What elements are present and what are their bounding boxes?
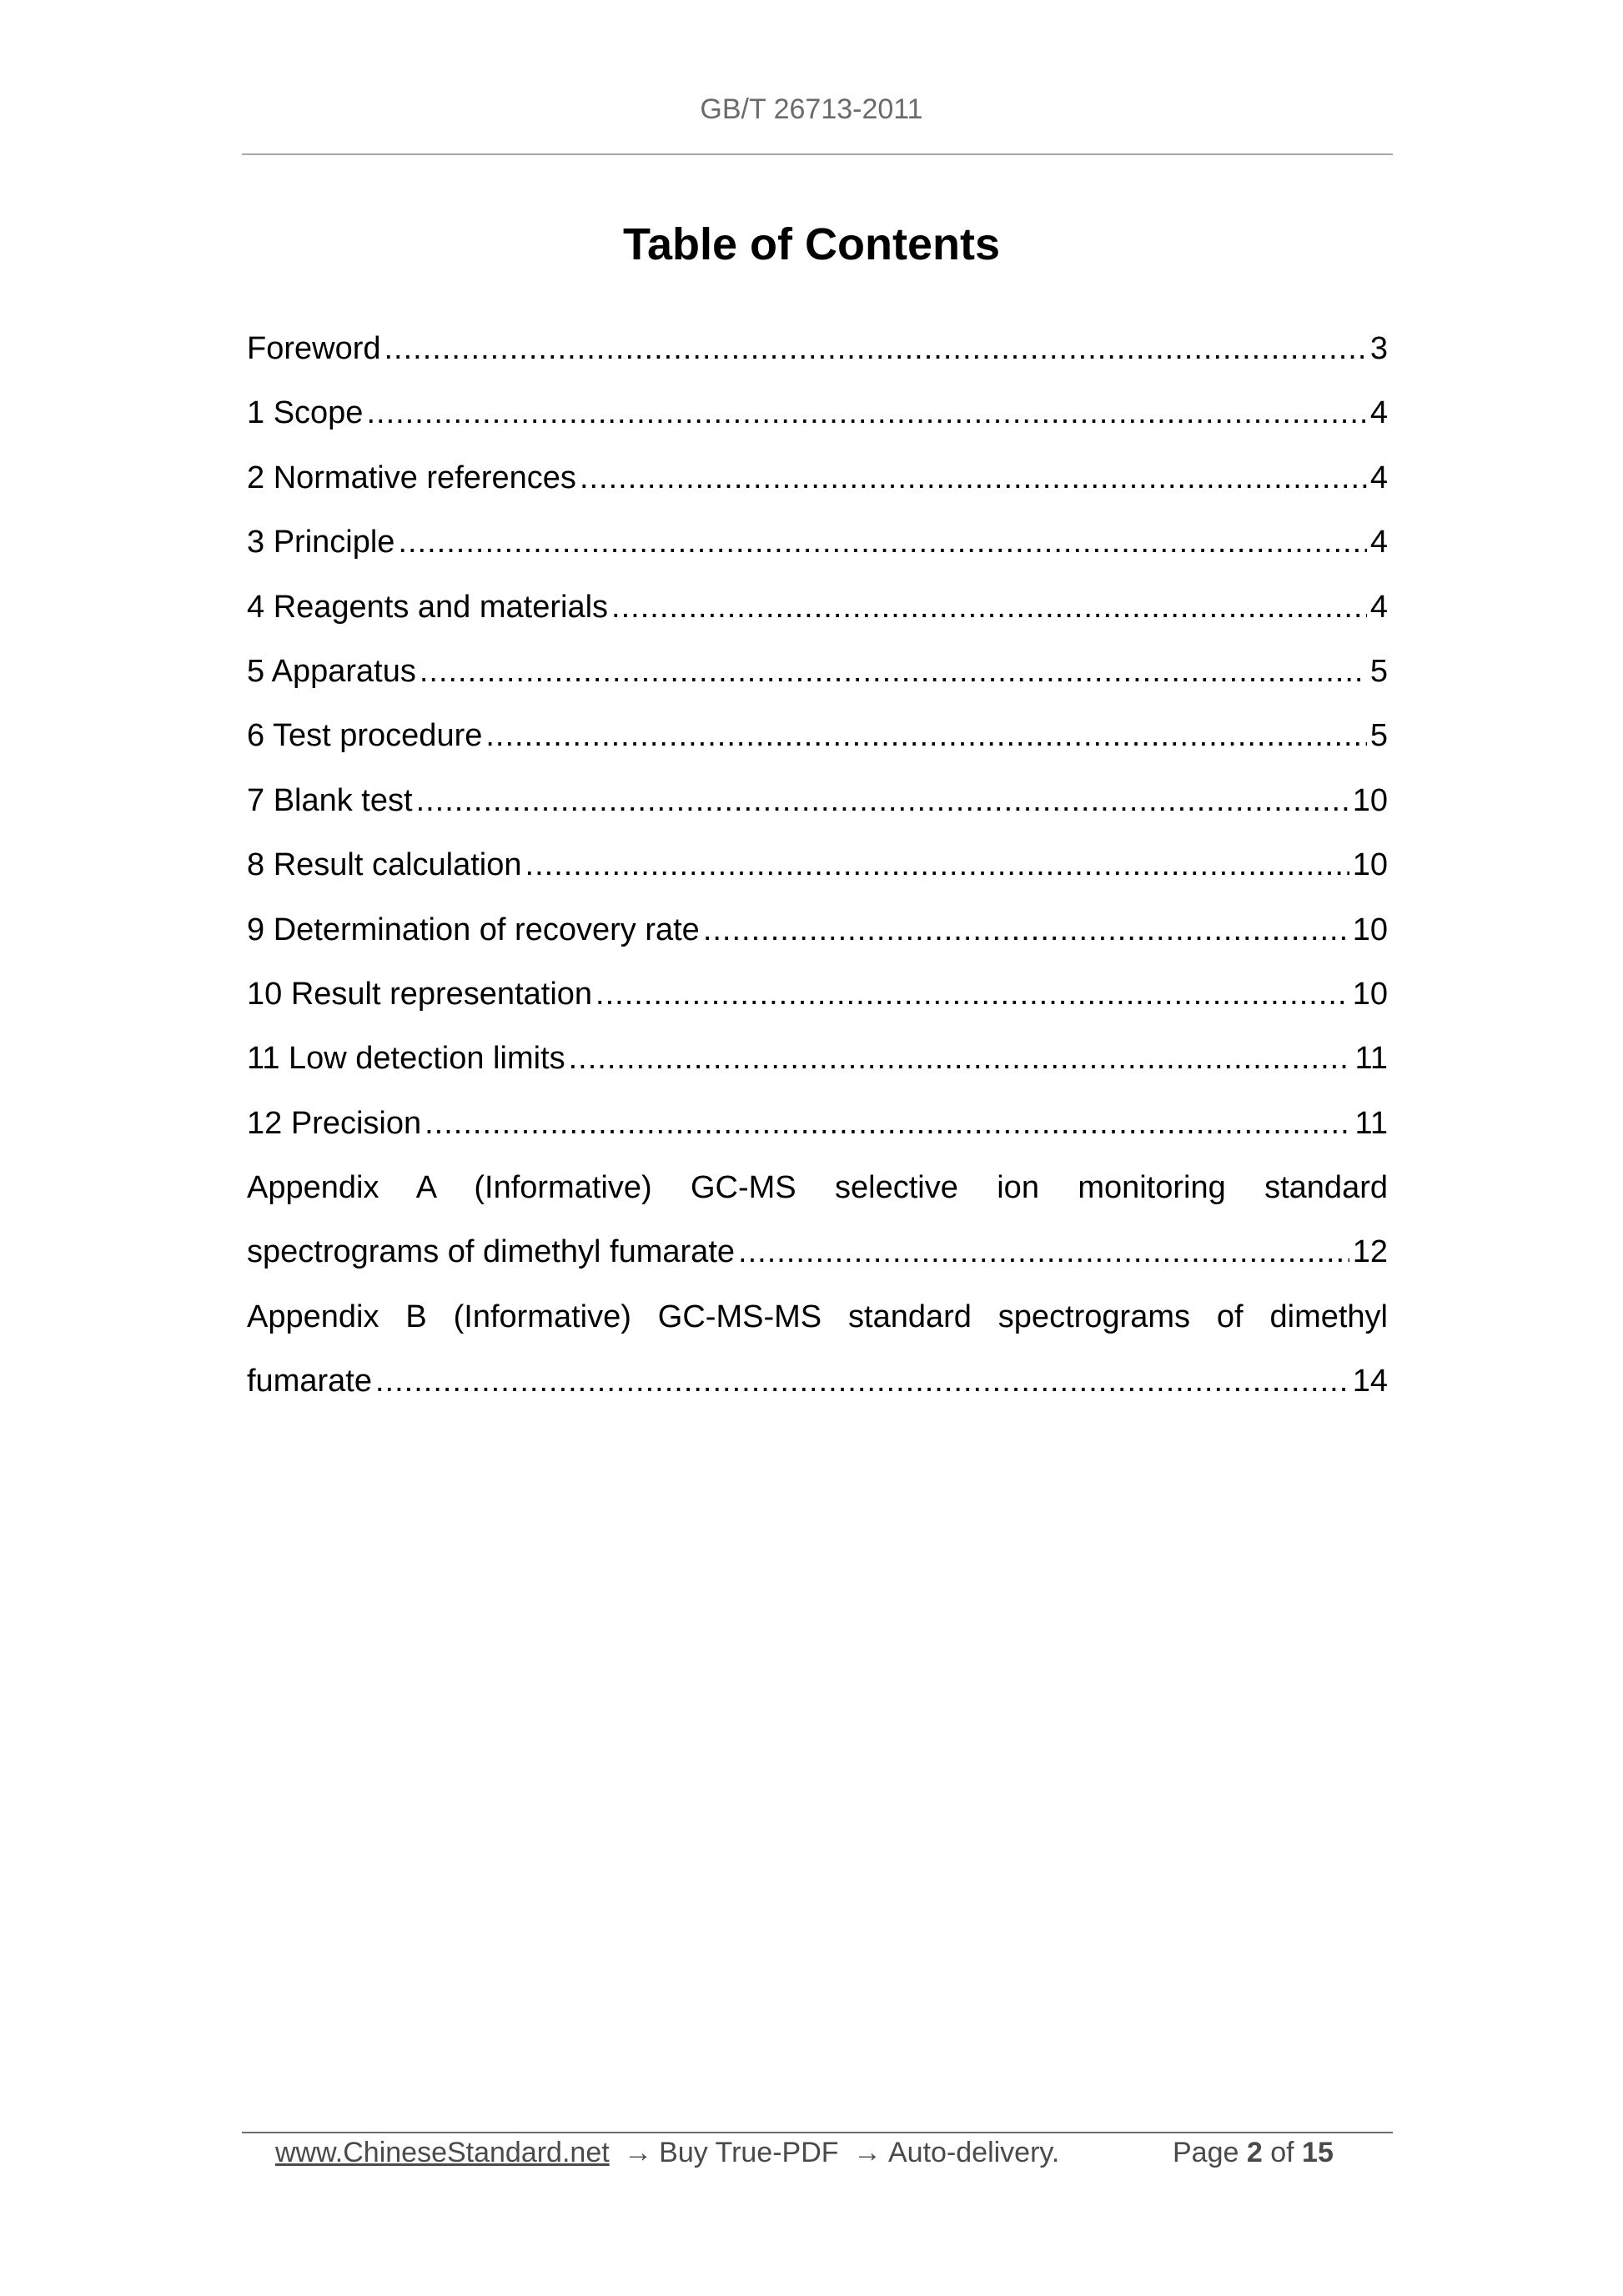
toc-entry-label: 5 Apparatus: [247, 653, 416, 689]
dot-leader: [611, 575, 1367, 640]
header-divider: [242, 153, 1393, 155]
toc-entry-label: 8 Result calculation: [247, 847, 522, 883]
toc-entry-page: 14: [1352, 1364, 1388, 1399]
dot-leader: [525, 833, 1349, 897]
toc-entry-recovery-rate[interactable]: [247, 898, 1388, 962]
dot-leader: [416, 769, 1349, 833]
toc-entry-appendix-a[interactable]: [247, 1156, 1388, 1285]
toc-entry-continuation: [247, 1349, 1388, 1414]
toc-entry-page: 5: [1369, 718, 1388, 754]
dot-leader: [384, 317, 1367, 381]
buy-text: Buy True-PDF: [659, 2137, 839, 2168]
of-label: of: [1270, 2137, 1294, 2168]
toc-entry-label: 2 Normative references: [247, 460, 576, 495]
toc-entry-principle[interactable]: [247, 510, 1388, 575]
toc-entry-result-representation[interactable]: [247, 962, 1388, 1027]
toc-entry-page: 10: [1352, 847, 1388, 883]
toc-entry-label: 1 Scope: [247, 395, 364, 431]
arrow-right-icon: →: [852, 2137, 882, 2168]
dot-leader: [569, 1027, 1352, 1091]
toc-entry-page: 4: [1369, 525, 1388, 560]
toc-entry-label: 7 Blank test: [247, 782, 413, 818]
dot-leader: [366, 381, 1366, 445]
toc-entry-label: 3 Principle: [247, 525, 395, 560]
toc-entry-label: 9 Determination of recovery rate: [247, 912, 700, 947]
dot-leader: [420, 640, 1367, 704]
toc-entry-page: 11: [1354, 1105, 1388, 1141]
website-link[interactable]: www.ChineseStandard.net: [275, 2137, 610, 2168]
toc-entry-page: 5: [1369, 653, 1388, 689]
toc-entry-blank-test[interactable]: [247, 769, 1388, 833]
arrow-right-icon: →: [624, 2137, 653, 2168]
toc-entry-precision[interactable]: [247, 1092, 1388, 1156]
current-page: 2: [1246, 2137, 1263, 2168]
toc-entry-page: 12: [1352, 1234, 1388, 1270]
toc-entry-continuation: [247, 1220, 1388, 1284]
toc-entry-page: 4: [1369, 460, 1388, 495]
toc-entry-test-procedure[interactable]: [247, 704, 1388, 768]
toc-entry-page: 11: [1354, 1041, 1388, 1077]
toc-entry-label: Foreword: [247, 331, 381, 366]
dot-leader: [595, 962, 1349, 1027]
toc-entry-page: 4: [1369, 589, 1388, 625]
toc-entry-page: 10: [1352, 912, 1388, 947]
dot-leader: [375, 1349, 1349, 1414]
toc-entry-normative-references[interactable]: [247, 446, 1388, 510]
toc-entry-detection-limits[interactable]: [247, 1027, 1388, 1091]
footer-divider: [242, 2132, 1393, 2133]
toc-entry-foreword[interactable]: [247, 317, 1388, 381]
dot-leader: [398, 510, 1366, 575]
toc-entry-appendix-b[interactable]: [247, 1285, 1388, 1414]
toc-entry-label: 12 Precision: [247, 1105, 422, 1141]
toc-entry-page: 4: [1369, 395, 1388, 431]
toc-entry-label-line2: fumarate: [247, 1364, 372, 1399]
toc-entry-apparatus[interactable]: [247, 640, 1388, 704]
document-header: GB/T 26713-2011: [700, 93, 923, 125]
toc-entry-label-line2: spectrograms of dimethyl fumarate: [247, 1234, 736, 1270]
toc-entry-label: 10 Result representation: [247, 976, 593, 1012]
dot-leader: [580, 446, 1367, 510]
dot-leader: [738, 1220, 1349, 1284]
toc-entry-page: 10: [1352, 782, 1388, 818]
footer-promo: [275, 2137, 1059, 2169]
page-title: Table of Contents: [623, 219, 1000, 269]
toc-entry-label: 11 Low detection limits: [247, 1041, 565, 1077]
page-label: Page: [1173, 2137, 1239, 2168]
toc-entry-scope[interactable]: [247, 381, 1388, 445]
delivery-text: Auto-delivery.: [887, 2137, 1060, 2168]
dot-leader: [703, 898, 1349, 962]
toc-entry-label-line1: Appendix A (Informative) GC-MS selective ion monitoring standard: [247, 1170, 1388, 1206]
page-number: [1173, 2137, 1334, 2169]
total-pages: 15: [1302, 2137, 1334, 2168]
table-of-contents: [247, 317, 1388, 1414]
dot-leader: [485, 704, 1366, 768]
toc-entry-result-calculation[interactable]: [247, 833, 1388, 897]
dot-leader: [425, 1092, 1351, 1156]
toc-entry-page: 10: [1352, 976, 1388, 1012]
toc-entry-label: 4 Reagents and materials: [247, 589, 609, 625]
toc-entry-page: 3: [1369, 331, 1388, 366]
toc-entry-label-line1: Appendix B (Informative) GC-MS-MS standard spectrograms of dimethyl: [247, 1299, 1388, 1334]
toc-entry-label: 6 Test procedure: [247, 718, 483, 754]
toc-entry-reagents[interactable]: [247, 575, 1388, 640]
